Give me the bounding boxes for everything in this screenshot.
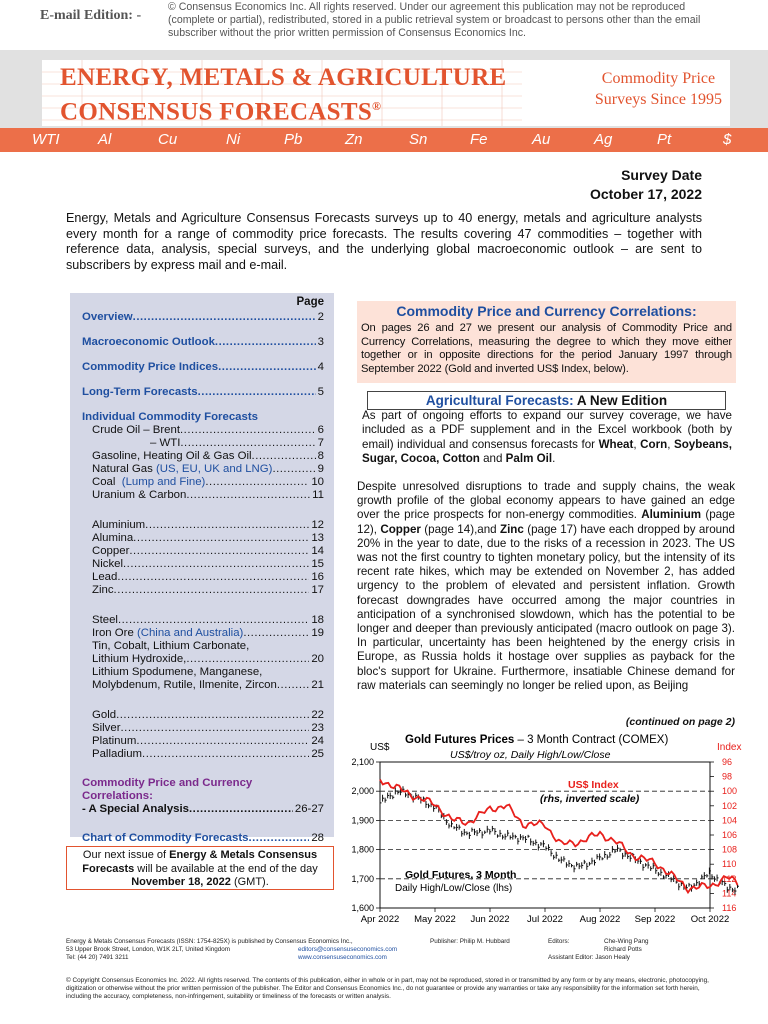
toc-page: 25	[311, 748, 324, 760]
toc-page: 3	[317, 336, 324, 348]
toc-page: 19	[311, 627, 324, 639]
toc-item-tin-line: Tin, Cobalt, Lithium Carbonate,	[92, 640, 250, 652]
toc-page: 14	[311, 545, 324, 557]
chart-y-right-tick-label: 102	[722, 800, 738, 811]
toc-item-special-analysis[interactable]	[82, 803, 324, 816]
body-text: (page 17) have each dropped by around 20% in the year to date, due to the risks of a recession in 2023. The US was not the first country to tighten monetary policy, but the intensity of its recent rate hikes, which may be extended on November 2, has added urgency to the problem of elevated and persistent inflation. Growth forecast downgrades have occurred among the major countries in anticipation of a synchronised slowdown, which has the potential to be longer and deeper than previously anticipated (macro outlook on page 3). In particular, uncertainty has been heightened by the energy crisis in Europe, as Russia holds it hostage over supplies as payback for the bloc's support for Ukraine. Furthermore, insatiable Chinese demand for raw materials can seemingly no longer be relied upon, as Beijing	[357, 522, 735, 692]
toc-item-aluminium[interactable]	[82, 519, 324, 532]
toc-leader	[218, 361, 316, 374]
ticker-item: Al	[98, 131, 112, 148]
toc-page: 12	[311, 519, 324, 531]
toc-label: Silver	[92, 722, 121, 734]
toc-label: Nickel	[92, 558, 124, 570]
toc-page: 24	[311, 735, 324, 747]
toc-item-ironore[interactable]	[82, 627, 324, 640]
next-issue-notice	[66, 846, 334, 890]
toc-page: 2	[317, 311, 324, 323]
agri-text: ,	[633, 437, 641, 451]
toc-leader	[133, 311, 316, 324]
chart-y-right-tick-label: 108	[722, 844, 738, 855]
chart-y-left-tick-label: 1,700	[351, 873, 374, 884]
toc-page: 6	[317, 424, 324, 436]
toc-page: 16	[311, 571, 324, 583]
toc-leader	[120, 722, 309, 735]
toc-item-crude-brent[interactable]	[82, 424, 324, 437]
toc-label: Palladium	[92, 748, 143, 760]
toc-label: Coal	[92, 476, 116, 488]
correlations-text: On pages 26 and 27 we present our analysis of Commodity Price and Currency Correlations, measuring the degree to which they move either together or in opposite directions for the period January 1997 through September 2022 (Gold and inverted US$ Index, below).	[361, 322, 732, 375]
toc-page: 22	[311, 709, 324, 721]
toc-page: 17	[311, 584, 324, 596]
footer-line: Energy & Metals Consensus Forecasts (ISSN: 1754-825X) is published by Consensus Economics Inc.,	[66, 938, 353, 945]
toc-page: 8	[317, 450, 324, 462]
usd-series-label: US$ Index	[568, 779, 619, 791]
toc-label: Lead	[92, 571, 118, 583]
correlations-title: Commodity Price and Currency Correlations:	[396, 303, 697, 319]
masthead-panel	[42, 60, 730, 126]
toc-item-lithium-line: Lithium Spodumene, Manganese,	[92, 666, 263, 678]
chart-y-right-tick-label: 114	[722, 888, 737, 899]
footer-assistant-editor: Assistant Editor: Jason Healy	[548, 954, 630, 961]
ticker-item: Au	[532, 131, 551, 148]
chart-y-right-tick-label: 112	[722, 873, 737, 884]
next-issue-text: will be available at the end of the day	[134, 862, 318, 875]
footer-web-link[interactable]: www.consensuseconomics.com	[298, 954, 387, 961]
footer-editor: Che-Wing Pang	[604, 938, 649, 945]
body-aluminium: Aluminium	[641, 508, 702, 522]
toc-item-wti[interactable]	[82, 437, 324, 450]
toc-note: (China and Australia)	[136, 627, 244, 639]
usd-series-note: (rhs, inverted scale)	[540, 793, 640, 805]
toc-page: 20	[311, 653, 324, 665]
title-line-1: ENERGY, METALS & AGRICULTURE	[60, 64, 507, 91]
toc-label: Iron Ore	[92, 627, 134, 639]
toc-note: (US, EU, UK and LNG)	[155, 463, 273, 475]
chart-title-rest: – 3 Month Contract (COMEX)	[514, 734, 669, 746]
agri-title-box	[367, 391, 726, 410]
chart-x-tick-label: May 2022	[414, 914, 456, 925]
continued-link[interactable]: (continued on page 2)	[625, 716, 735, 728]
toc-leader	[116, 709, 309, 722]
tagline-line-1: Commodity Price	[601, 70, 716, 87]
body-text: (page 14),and	[420, 522, 500, 536]
toc-label: Macroeconomic Outlook	[82, 336, 215, 348]
gold-series-note: Daily High/Low/Close (lhs)	[395, 883, 513, 894]
toc-item-lithium[interactable]	[82, 679, 324, 692]
agri-text: As part of ongoing efforts to expand our survey coverage, we have included as a PDF supplement and in the Excel workbook (both by email) individual and consensus forecasts for	[362, 409, 732, 451]
masthead-tagline	[595, 68, 722, 110]
body-copper: Copper	[380, 522, 421, 536]
toc-label: Long-Term Forecasts	[82, 386, 198, 398]
toc-item-longterm[interactable]	[82, 386, 324, 399]
toc-label: Aluminium	[92, 519, 146, 531]
toc-label: Uranium & Carbon	[92, 489, 187, 501]
next-issue-text: (GMT).	[230, 876, 269, 888]
footer-editor: Richard Potts	[604, 946, 642, 953]
footer-line: 53 Upper Brook Street, London, W1K 2LT, United Kingdom	[66, 946, 231, 953]
toc-leader	[180, 437, 315, 450]
toc-leader	[277, 679, 309, 692]
toc-item-copper[interactable]	[82, 545, 324, 558]
survey-date-value: October 17, 2022	[589, 186, 702, 202]
toc-leader	[272, 463, 315, 476]
toc-page: 13	[311, 532, 324, 544]
footer-copyright: © Copyright Consensus Economics Inc. 2022. All rights reserved. The contents of this publication, either in whole or in part, may not be reproduced, stored in or transmitted by any form or by any means, electronic, photocopying, digitization or otherwise without the prior written permission of the publisher. The Editor and Consensus Economics Inc., do not guarantee or provide any warranties or take any responsibility for the information set forth herein, including the accuracy, completeness, non-infringement, suitability or timeliness of the forecasts or written analysis.	[66, 977, 709, 1001]
toc-item-silver[interactable]	[82, 722, 324, 735]
title-line-2-text: CONSENSUS FORECASTS	[60, 98, 373, 126]
toc-item-natgas[interactable]	[82, 463, 324, 476]
toc-section-individual[interactable]: Individual Commodity Forecasts	[82, 411, 258, 423]
chart-y-right-tick-label: 98	[722, 771, 733, 782]
footer-editors	[604, 938, 648, 954]
toc-leader	[189, 803, 293, 816]
toc-item-nickel[interactable]	[82, 558, 324, 571]
agri-wheat: Wheat	[598, 437, 634, 451]
survey-date	[590, 166, 702, 204]
toc-item-tin[interactable]	[82, 653, 324, 666]
chart-y-right-tick-label: 116	[722, 903, 737, 913]
chart-subtitle: US$/troy oz, Daily High/Low/Close	[450, 749, 611, 761]
publication-title	[60, 64, 506, 126]
chart-ylabel-right: Index	[717, 742, 742, 753]
toc-item-coal[interactable]	[82, 476, 324, 489]
toc-label: Natural Gas	[92, 463, 153, 475]
toc-item-zinc[interactable]	[82, 584, 324, 597]
copyright-notice: © Consensus Economics Inc. All rights reserved. Under our agreement this publication may not be reproduced (complete or partial), redistributed, stored in a public retrieval system or broadcast to persons other than the email subscriber without the prior written permission of Consensus Economics Inc.	[168, 1, 701, 39]
toc-item-uranium[interactable]	[82, 489, 324, 502]
chart-y-left-tick-label: 1,600	[351, 903, 374, 913]
commodity-ticker-bar	[0, 128, 768, 152]
next-issue-date: November 18, 2022	[131, 876, 231, 888]
toc-label: Zinc	[92, 584, 114, 596]
toc-item-gold[interactable]	[82, 709, 324, 722]
toc-label: Alumina	[92, 532, 134, 544]
agri-title-black: A New Edition	[573, 393, 668, 408]
toc-leader	[142, 748, 309, 761]
overview-paragraph	[357, 480, 735, 693]
toc-page: 7	[317, 437, 324, 449]
toc-corr-line-2: Correlations:	[82, 790, 153, 802]
agri-title-blue: Agricultural Forecasts:	[425, 393, 574, 408]
toc-leader	[118, 614, 309, 627]
agri-text: and	[479, 451, 506, 465]
toc-label: Commodity Price Indices	[82, 361, 219, 373]
toc-label: - A Special Analysis	[82, 803, 189, 815]
toc-page: 9	[317, 463, 324, 475]
next-issue-text: Our next issue of	[82, 849, 170, 861]
agri-text: .	[552, 451, 556, 465]
chart-ylabel-left: US$	[370, 742, 390, 753]
toc-page: 18	[311, 614, 324, 626]
toc-leader	[243, 627, 309, 640]
toc-label: Crude Oil – Brent	[92, 424, 180, 436]
toc-page: 10	[311, 476, 324, 488]
toc-leader	[136, 735, 309, 748]
agri-text: ,	[667, 437, 674, 451]
toc-item-palladium[interactable]	[82, 748, 324, 761]
toc-leader	[123, 558, 309, 571]
top-notice	[0, 0, 768, 50]
toc-item-macro[interactable]	[82, 336, 324, 349]
footer-publisher: Publisher: Philip M. Hubbard	[430, 938, 510, 945]
toc-leader	[186, 489, 310, 502]
chart-x-tick-label: Apr 2022	[360, 914, 400, 925]
footer-line: Tel: (44 20) 7491 3211	[66, 954, 129, 961]
ticker-item: Ni	[226, 131, 241, 148]
chart-title-bold: Gold Futures Prices	[405, 734, 515, 746]
toc-label: Molybdenum, Rutile, Ilmenite, Zircon	[92, 679, 277, 691]
body-zinc: Zinc	[500, 522, 524, 536]
toc-item-alumina[interactable]	[82, 532, 324, 545]
survey-date-label: Survey Date	[621, 167, 702, 183]
chart-y-left-tick-label: 1,900	[351, 815, 374, 826]
footer-email-link[interactable]: editors@consensuseconomics.com	[298, 946, 398, 953]
chart-y-right-tick-label: 106	[722, 830, 738, 840]
toc-item-gasoline[interactable]	[82, 450, 324, 463]
gold-chart	[340, 728, 768, 933]
chart-x-tick-label: Aug 2022	[579, 914, 621, 925]
edition-label: E-mail Edition: -	[40, 8, 142, 23]
chart-y-right-tick-label: 104	[722, 815, 738, 826]
chart-y-right-tick-label: 100	[722, 786, 738, 797]
toc-leader	[252, 450, 316, 463]
toc-item-steel[interactable]	[82, 614, 324, 627]
toc-label: Steel	[92, 614, 118, 626]
chart-y-left-tick-label: 1,800	[351, 844, 374, 855]
toc-leader	[205, 476, 309, 489]
toc-leader	[180, 424, 316, 437]
toc-leader	[133, 532, 309, 545]
toc-leader	[114, 584, 310, 597]
gold-chart-svg	[340, 728, 768, 933]
chart-x-tick-label: Sep 2022	[634, 914, 676, 925]
ticker-item: Ag	[594, 131, 613, 148]
ticker-item: Pt	[657, 131, 672, 148]
chart-x-tick-label: Jun 2022	[470, 914, 510, 925]
body-text: Despite unresolved disruptions to trade and supply chains, the weak growth profile of the global economy appears to have gained an edge over the price prospects for non-energy commodities.	[357, 480, 735, 522]
toc-item-lead[interactable]	[82, 571, 324, 584]
toc-label: Platinum	[92, 735, 137, 747]
toc-label: Chart of Commodity Forecasts	[82, 832, 249, 844]
toc-page: 11	[312, 489, 324, 501]
chart-y-right-tick-label: 110	[722, 859, 737, 870]
chart-y-right-tick-label: 96	[722, 757, 733, 767]
chart-y-left-axis	[351, 757, 380, 913]
chart-y-left-tick-label: 2,000	[351, 786, 374, 797]
chart-x-tick-label: Oct 2022	[690, 914, 730, 925]
toc-item-platinum[interactable]	[82, 735, 324, 748]
agri-soybeans: Soybeans, Sugar, Cocoa, Cotton	[362, 437, 732, 465]
chart-y-left-tick-label: 2,100	[351, 757, 374, 767]
chart-title	[405, 734, 668, 746]
toc-leader	[198, 386, 316, 399]
toc-leader	[248, 832, 309, 845]
registered-mark: ®	[372, 99, 382, 113]
chart-x-tick-label: Jul 2022	[527, 914, 563, 925]
toc-page: 4	[317, 361, 324, 373]
gold-series-label: Gold Futures, 3 Month	[405, 869, 517, 881]
toc-label: Overview	[82, 311, 133, 323]
toc-page: 5	[317, 386, 324, 398]
toc-label: Lithium Hydroxide,	[92, 653, 187, 665]
toc-section-correlations[interactable]	[82, 777, 324, 803]
toc-corr-line-1: Commodity Price and Currency	[82, 777, 253, 789]
toc-page: 21	[311, 679, 324, 691]
agri-paragraph	[362, 409, 732, 466]
toc-page: 26-27	[294, 803, 324, 815]
toc-leader	[129, 545, 309, 558]
toc-leader	[145, 519, 309, 532]
table-of-contents	[70, 293, 334, 844]
ticker-item: Pb	[284, 131, 303, 148]
ticker-item: Zn	[345, 131, 363, 148]
next-issue-publication: Energy & Metals Consensus Forecasts	[82, 849, 318, 875]
footer-links	[298, 946, 397, 962]
toc-page: 28	[311, 832, 324, 844]
masthead	[0, 50, 768, 128]
agri-corn: Corn	[640, 437, 668, 451]
toc-label: Gasoline, Heating Oil & Gas Oil	[92, 450, 252, 462]
toc-leader	[186, 653, 309, 666]
ticker-item: Cu	[158, 131, 178, 148]
ticker-item: Sn	[409, 131, 428, 148]
correlations-box	[357, 301, 736, 383]
toc-item-chart-forecasts[interactable]	[82, 832, 324, 845]
toc-item-overview[interactable]	[82, 311, 324, 324]
toc-label: – WTI	[150, 437, 181, 449]
ticker-item: WTI	[32, 131, 60, 148]
body-text: (page 12),	[357, 508, 735, 536]
toc-page: 15	[311, 558, 324, 570]
toc-label: Gold	[92, 709, 117, 721]
toc-page-header: Page	[296, 296, 324, 308]
toc-label: Copper	[92, 545, 130, 557]
ticker-item: Fe	[470, 131, 488, 148]
toc-note: (Lump and Fine)	[121, 476, 206, 488]
ticker-item: $	[723, 131, 732, 148]
toc-leader	[117, 571, 309, 584]
toc-page: 23	[311, 722, 324, 734]
toc-item-indices[interactable]	[82, 361, 324, 374]
tagline-line-2: Surveys Since 1995	[594, 91, 722, 108]
title-line-2	[60, 92, 506, 126]
footer-editors-label: Editors:	[548, 938, 570, 945]
chart-x-axis	[361, 908, 730, 925]
toc-leader	[215, 336, 316, 349]
intro-paragraph: Energy, Metals and Agriculture Consensus Forecasts surveys up to 40 energy, metals and agriculture analysts every month for a range of commodity price forecasts. The results covering 47 commodities – together with reference data, analysis, special surveys, and the underlying global macroeconomic outlook – are sent to subscribers by express mail and e-mail.	[66, 211, 702, 272]
agri-palm-oil: Palm Oil	[505, 451, 553, 465]
